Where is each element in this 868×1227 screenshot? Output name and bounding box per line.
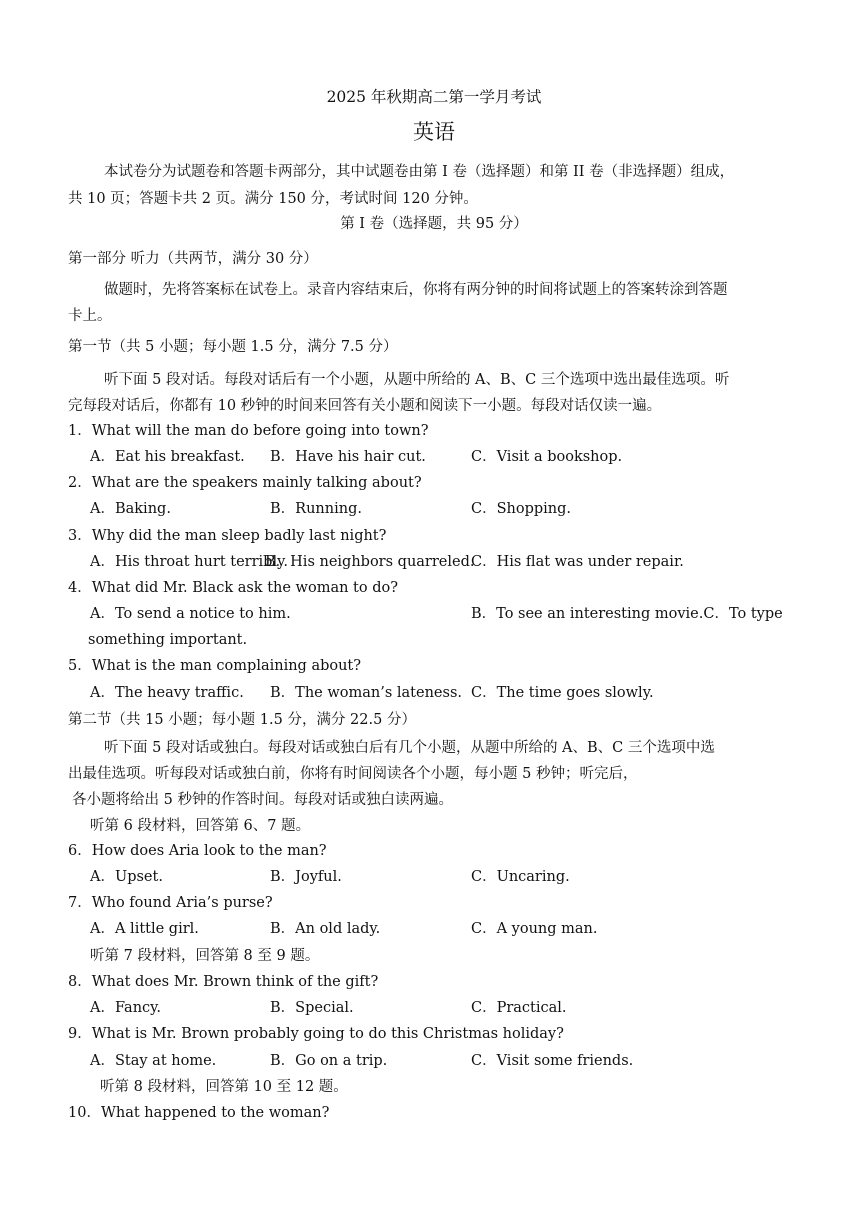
- option-b: B．To see an interesting movie.C．To type: [471, 606, 783, 622]
- option-c: C．Uncaring.: [471, 869, 570, 885]
- option-b: B．Special.: [270, 1000, 354, 1016]
- question-stem: 5．What is the man complaining about?: [68, 658, 362, 674]
- section1-heading: 第一节（共 5 小题；每小题 1.5 分，满分 7.5 分）: [68, 339, 398, 355]
- question-stem: 9．What is Mr. Brown probably going to do this Christmas holiday?: [68, 1026, 564, 1042]
- option-c: C．Visit a bookshop.: [471, 449, 623, 465]
- option-c: C．His flat was under repair.: [471, 554, 684, 570]
- option-b: B．An old lady.: [270, 921, 381, 937]
- question-stem: 2．What are the speakers mainly talking about?: [68, 475, 422, 491]
- section2-heading: 第二节（共 15 小题；每小题 1.5 分，满分 22.5 分）: [68, 712, 416, 728]
- option-c: C．Shopping.: [471, 501, 572, 517]
- section2-instruction-line-1: 听下面 5 段对话或独白。每段对话或独白后有几个小题，从题中所给的 A、B、C 三个选项中选: [104, 740, 715, 756]
- option-b: B．Running.: [270, 501, 362, 517]
- question-stem: 3．Why did the man sleep badly last night?: [68, 528, 387, 544]
- material-6-note: 听第 6 段材料，回答第 6、7 题。: [90, 818, 311, 834]
- part1-heading: 第一部分 听力（共两节，满分 30 分）: [68, 251, 318, 267]
- option-c: C．A young man.: [471, 921, 598, 937]
- subject-title: 英语: [413, 120, 455, 144]
- option-a: A．To send a notice to him.: [90, 606, 291, 622]
- option-c: something important.: [88, 632, 248, 648]
- intro-line-2: 共 10 页；答题卡共 2 页。满分 150 分，考试时间 120 分钟。: [68, 191, 478, 207]
- material-8-note: 听第 8 段材料，回答第 10 至 12 题。: [100, 1079, 348, 1095]
- material-7-note: 听第 7 段材料，回答第 8 至 9 题。: [90, 948, 320, 964]
- question-stem: 1．What will the man do before going into town?: [68, 423, 429, 439]
- option-a: A．His throat hurt terribly.: [90, 554, 288, 570]
- option-a: A．A little girl.: [90, 921, 199, 937]
- question-stem: 10．What happened to the woman?: [68, 1105, 330, 1121]
- option-b: B．Go on a trip.: [270, 1053, 388, 1069]
- option-a: A．Eat his breakfast.: [90, 449, 245, 465]
- option-b: B．The woman’s lateness.: [270, 685, 462, 701]
- question-stem: 4．What did Mr. Black ask the woman to do?: [68, 580, 398, 596]
- section1-instruction-line-1: 听下面 5 段对话。每段对话后有一个小题，从题中所给的 A、B、C 三个选项中选出最佳选项。听: [104, 372, 730, 388]
- option-b: B．His neighbors quarreled.: [265, 554, 475, 570]
- option-b: B．Joyful.: [270, 869, 342, 885]
- volume1-heading: 第 I 卷（选择题，共 95 分）: [340, 216, 528, 232]
- part1-instruction-line-2: 卡上。: [68, 308, 112, 324]
- option-a: A．Upset.: [90, 869, 163, 885]
- part1-instruction-line-1: 做题时，先将答案标在试卷上。录音内容结束后，你将有两分钟的时间将试题上的答案转涂到答题: [104, 282, 728, 298]
- option-b: B．Have his hair cut.: [270, 449, 426, 465]
- option-c: C．The time goes slowly.: [471, 685, 654, 701]
- question-stem: 7．Who found Aria’s purse?: [68, 895, 273, 911]
- option-a: A．Baking.: [90, 501, 171, 517]
- option-a: A．Stay at home.: [90, 1053, 217, 1069]
- intro-line-1: 本试卷分为试题卷和答题卡两部分，其中试题卷由第 I 卷（选择题）和第 II 卷（非选择题）组成，: [104, 164, 735, 180]
- question-stem: 8．What does Mr. Brown think of the gift?: [68, 974, 379, 990]
- option-c: C．Practical.: [471, 1000, 567, 1016]
- option-a: A．Fancy.: [90, 1000, 162, 1016]
- option-c: C．Visit some friends.: [471, 1053, 634, 1069]
- option-a: A．The heavy traffic.: [90, 685, 244, 701]
- section2-instruction-line-3: 各小题将给出 5 秒钟的作答时间。每段对话或独白读两遍。: [72, 792, 453, 808]
- section2-instruction-line-2: 出最佳选项。听每段对话或独白前，你将有时间阅读各个小题，每小题 5 秒钟；听完后，: [68, 766, 638, 782]
- exam-title: 2025 年秋期高二第一学月考试: [326, 88, 542, 106]
- section1-instruction-line-2: 完每段对话后，你都有 10 秒钟的时间来回答有关小题和阅读下一小题。每段对话仅读一遍。: [68, 398, 662, 414]
- question-stem: 6．How does Aria look to the man?: [68, 843, 327, 859]
